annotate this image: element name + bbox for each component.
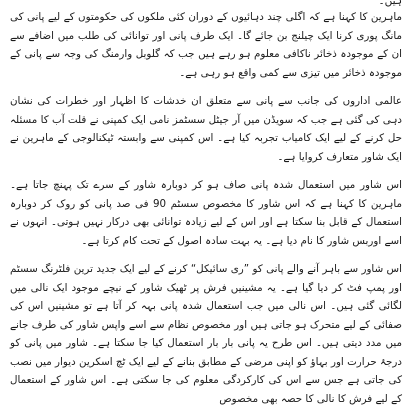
paragraph-3: اس شاور میں استعمال شدہ پانی صاف ہو کر دوبارہ شاور کے سرے تک پہنچ جاتا ہے۔ ماہرین کا کہنا ہے کہ اس شاور کا مخصوص سسٹم 90 فی صد پانی کو روک کر دوبارہ استعمال کے قابل بنا سکتا ہے اور اس کے لیے زیادہ توانائی بھی درکار نہیں ہوتی۔ انہوں نے اسے اوربس شاور کا نام دیا ہے۔ یہ بہت سادہ اصول کے تحت کام کرتا ہے۔ (10, 179, 402, 247)
carried-over-line: ہیں۔ (378, 0, 402, 7)
paragraph-2: عالمی اداروں کی جانب سے پانی سے متعلق ان خدشات کا اظہار اور خطرات کی نشان دہی کی گئی ہے جب کہ سویڈن میں آر جیٹل سسٹمز نامی ایک کمپنی نے قلت آب کا مسئلہ حل کرنے کے لیے ایک کامیاب تجربہ کیا ہے۔ اس کمپنی سے وابستہ ٹیکنالوجی کے ماہرین نے ایک شاور متعارف کروایا ہے۔ (10, 95, 402, 163)
paragraph-1: ماہرین کا کہنا ہے کہ اگلی چند دہائیوں کے دوران کئی ملکوں کی حکومتوں کے لیے پانی کی مانگ پوری کرنا ایک چیلنج بن جائے گا۔ ایک طرف پانی اور توانائی کی طلب میں اضافے سے ان کے موجودہ ذخائر ناکافی معلوم ہو رہے ہیں جب کہ گلوبل وارمنگ کی وجہ سے پانی کے موجودہ ذخائر میں تیزی سے کمی واقع ہو رہی ہے۔ (10, 11, 402, 79)
paragraph-4: اس شاور سے باہر آنے والے پانی کو ”ری سائیکل“ کرنے کے لیے ایک جدید ترین فلٹرنگ سسٹم اور پمپ فٹ کر دیا گیا ہے۔ یہ مشینیں فرش پر ٹھیک شاور کے نیچے موجود ایک نالی میں لگائی گئی ہیں۔ اس نالی میں جب استعمال شدہ پانی بہہ کر آتا ہے تو مشینیں اس کی صفائی کے لیے متحرک ہو جاتی ہیں اور مخصوص نظام سے اسے واپس شاور کی طرف جانے میں مدد دیتی ہیں۔ اس طرح یہ پانی بار بار استعمال کیا جا سکتا ہے۔ شاور میں پانی کو درجۂ حرارت اور بہاؤ کو اپنی مرضی کے مطابق بنانے کے لیے ایک ٹچ اسکرین دیوار میں نصب کی جاتی ہے جس سے اس کی کارکردگی معلوم کی جا سکتی ہے۔ اس شاور کے استعمال کے لیے فرش کا نالی کا حصہ بھی مخصوص (10, 263, 402, 405)
